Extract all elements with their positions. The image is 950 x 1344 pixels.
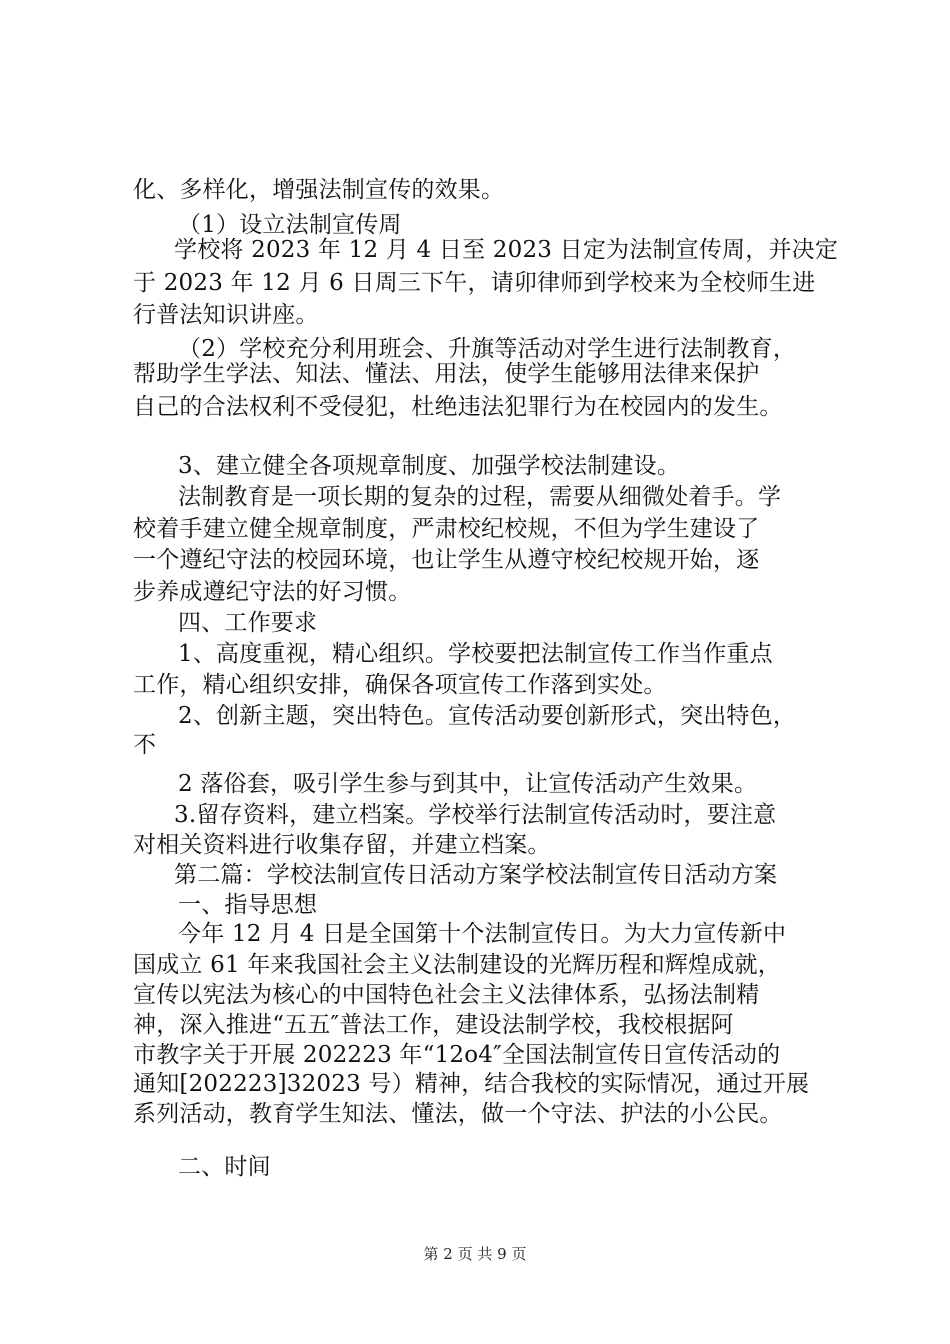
text-line: 帮助学生学法、知法、懂法、用法，使学生能够用法律来保护	[133, 361, 760, 387]
text-line: 第二篇：学校法制宣传日活动方案学校法制宣传日活动方案	[174, 862, 778, 888]
text-line: 系列活动，教育学生知法、懂法，做一个守法、护法的小公民。	[133, 1101, 783, 1127]
text-line: 国成立 61 年来我国社会主义法制建设的光辉历程和辉煌成就，	[133, 952, 781, 978]
text-line: 校着手建立健全规章制度，严肃校纪校规，不但为学生建设了	[133, 516, 760, 542]
text-line: 工作，精心组织安排，确保各项宣传工作落到实处。	[133, 672, 667, 698]
text-line: 不	[133, 732, 157, 758]
text-line: 通知[202223]32023 号）精神，结合我校的实际情况，通过开展	[133, 1071, 810, 1097]
text-line: 一个遵纪守法的校园环境，也让学生从遵守校纪校规开始，逐	[133, 547, 760, 573]
text-line: （1）设立法制宣传周	[178, 212, 402, 238]
text-line: 3.留存资料，建立档案。学校举行法制宣传活动时，要注意	[174, 802, 777, 828]
text-line: 于 2023 年 12 月 6 日周三下午，请卯律师到学校来为全校师生进	[133, 270, 816, 296]
text-line: 2、创新主题，突出特色。宣传活动要创新形式，突出特色，	[178, 703, 797, 729]
text-line: 化、多样化，增强法制宣传的效果。	[133, 177, 505, 203]
text-line: （2）学校充分利用班会、升旗等活动对学生进行法制教育，	[178, 336, 797, 362]
text-line: 市教字关于开展 202223 年“12o4″全国法制宣传日宣传活动的	[133, 1042, 781, 1068]
text-line: 对相关资料进行收集存留，并建立档案。	[133, 832, 551, 858]
text-line: 学校将 2023 年 12 月 4 日至 2023 日定为法制宣传周，并决定	[174, 237, 839, 263]
text-line: 神，深入推进“五五″普法工作，建设法制学校，我校根据阿	[133, 1012, 734, 1038]
text-line: 一、指导思想	[178, 892, 318, 918]
text-line: 四、工作要求	[178, 610, 318, 636]
text-line: 2 落俗套，吸引学生参与到其中，让宣传活动产生效果。	[178, 771, 758, 797]
text-line: 自己的合法权利不受侵犯，杜绝违法犯罪行为在校园内的发生。	[133, 394, 783, 420]
page-footer: 第 2 页 共 9 页	[423, 1245, 527, 1263]
text-line: 步养成遵纪守法的好习惯。	[133, 579, 412, 605]
text-line: 3、建立健全各项规章制度、加强学校法制建设。	[178, 453, 681, 479]
text-line: 二、时间	[178, 1154, 271, 1180]
text-line: 法制教育是一项长期的复杂的过程，需要从细微处着手。学	[178, 484, 782, 510]
text-line: 今年 12 月 4 日是全国第十个法制宣传日。为大力宣传新中	[178, 921, 787, 947]
text-line: 行普法知识讲座。	[133, 302, 319, 328]
text-line: 宣传以宪法为核心的中国特色社会主义法律体系，弘扬法制精	[133, 982, 760, 1008]
text-line: 1、高度重视，精心组织。学校要把法制宣传工作当作重点	[178, 641, 773, 667]
